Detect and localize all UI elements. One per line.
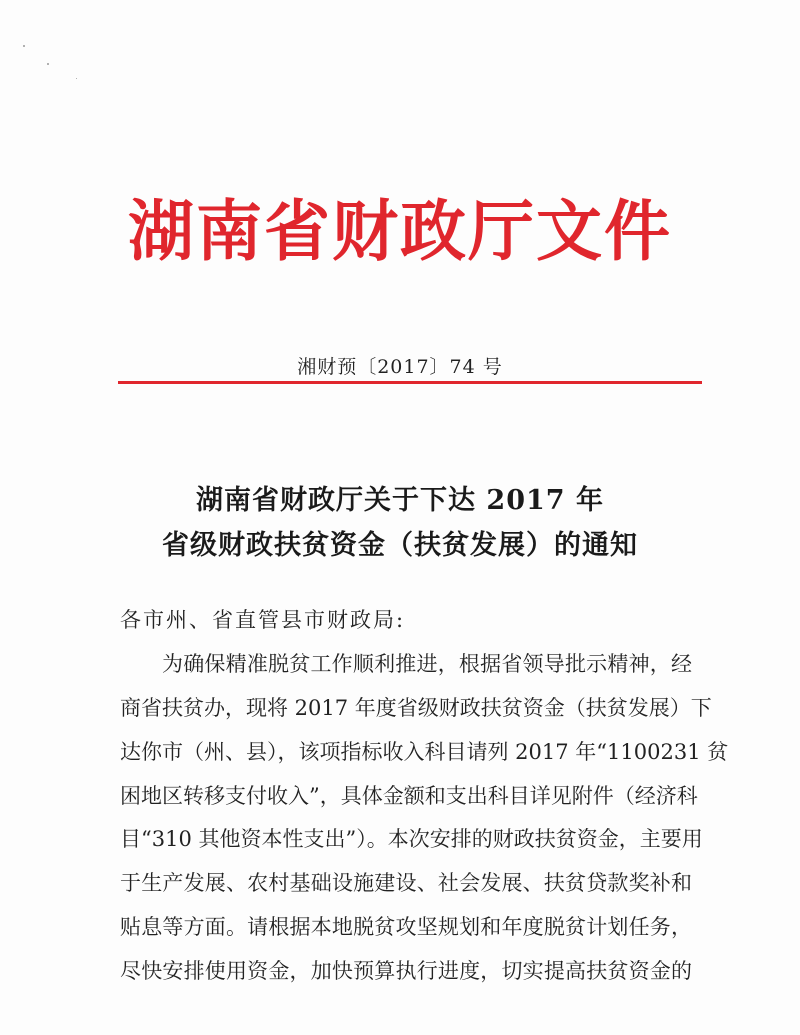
body-line: 为确保精准脱贫工作顺利推进，根据省领导批示精神，经	[162, 652, 692, 676]
body-line: 困地区转移支付收入”，具体金额和支出科目详见附件（经济科	[120, 784, 698, 808]
body-line: 尽快安排使用资金，加快预算执行进度，切实提高扶贫资金的	[120, 959, 692, 983]
document-number: 湘财预〔2017〕74 号	[297, 356, 503, 378]
body-line: 达你市（州、县），该项指标收入科目请列 2017 年“1100231 贫	[120, 740, 729, 764]
body-line: 商省扶贫办，现将 2017 年度省级财政扶贫资金（扶贫发展）下	[120, 696, 712, 720]
salutation: 各市州、省直管县市财政局:	[120, 608, 406, 632]
notice-title-line-1: 湖南省财政厅关于下达 2017 年	[196, 485, 604, 516]
scan-speck	[23, 45, 25, 47]
notice-title-line-2: 省级财政扶贫资金（扶贫发展）的通知	[162, 530, 638, 561]
red-separator-rule	[118, 381, 702, 384]
scan-speck	[76, 78, 77, 79]
body-line: 贴息等方面。请根据本地脱贫攻坚规划和年度脱贫计划任务，	[120, 915, 692, 939]
issuing-authority-title: 湖南省财政厅文件	[128, 192, 672, 270]
scan-speck	[47, 63, 49, 65]
body-line: 目“310 其他资本性支出”）。本次安排的财政扶贫资金，主要用	[120, 827, 703, 851]
body-line: 于生产发展、农村基础设施建设、社会发展、扶贫贷款奖补和	[120, 871, 692, 895]
